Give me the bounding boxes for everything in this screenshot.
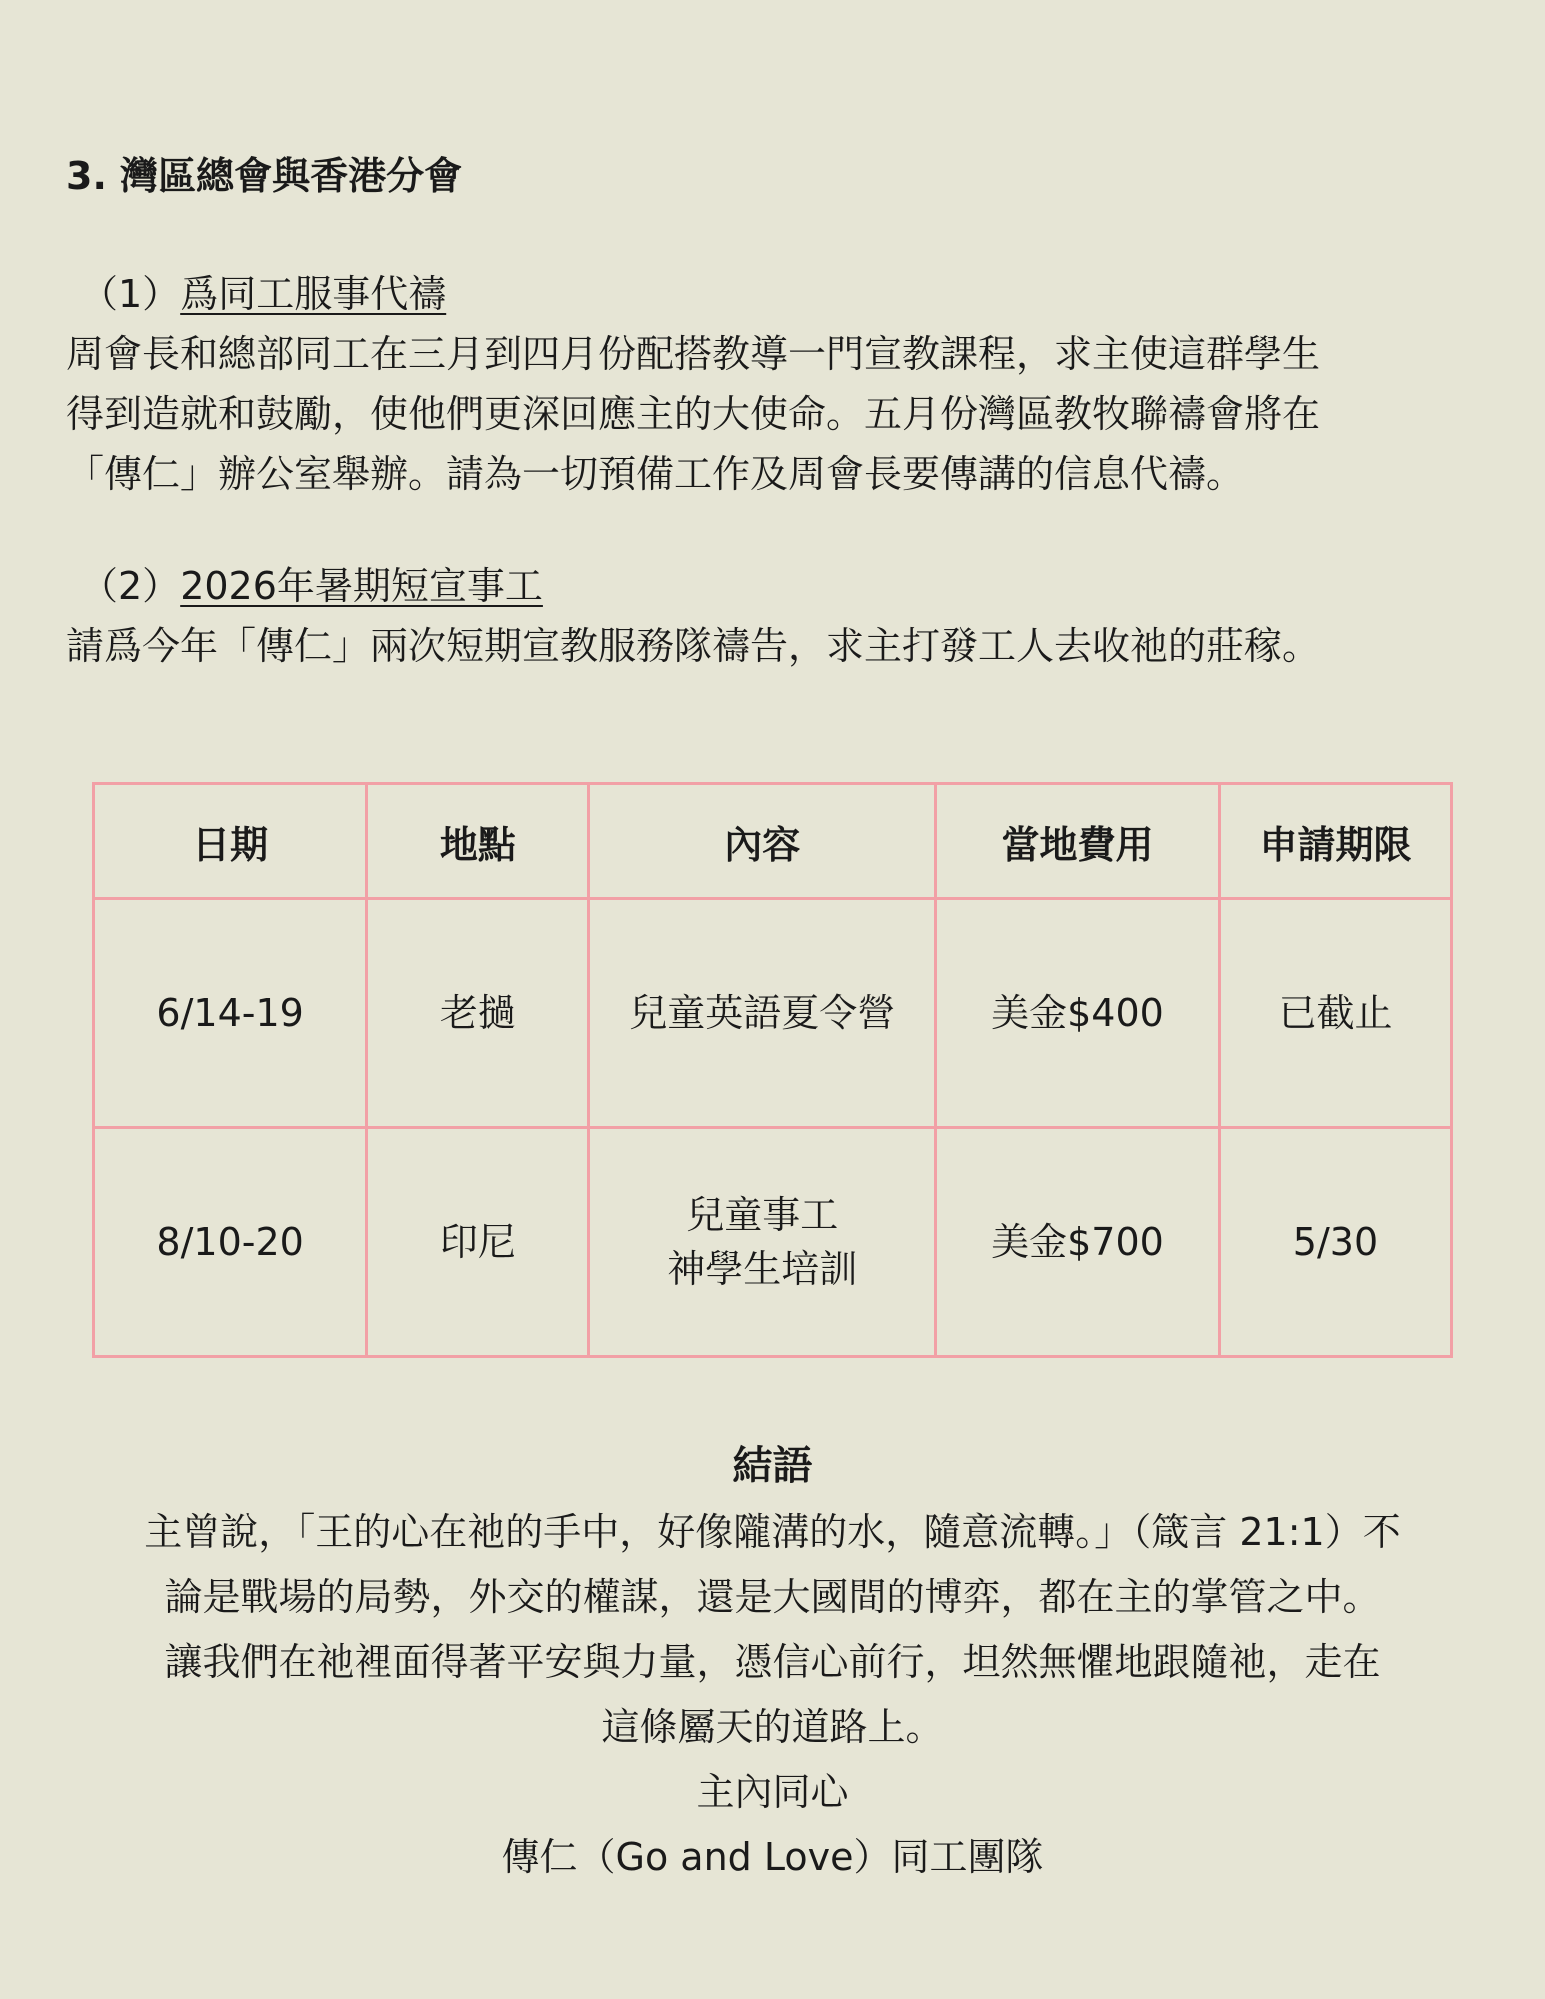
item2-heading xyxy=(80,560,543,612)
closing-line: 讓我們在祂裡面得著平安與力量，憑信心前行，坦然無懼地跟隨祂，走在 xyxy=(164,1640,1381,1684)
cell-deadline: 已截止 xyxy=(1219,899,1451,1128)
cell-date: 8/10-20 xyxy=(94,1128,367,1357)
item1-paragraph xyxy=(66,324,1486,504)
header-place: 地點 xyxy=(367,784,589,899)
cell-content-line: 兒童事工 xyxy=(686,1193,839,1237)
header-cost: 當地費用 xyxy=(936,784,1220,899)
cell-cost: 美金$700 xyxy=(936,1128,1220,1357)
cell-content xyxy=(589,899,936,1128)
cell-date: 6/14-19 xyxy=(94,899,367,1128)
cell-place: 印尼 xyxy=(367,1128,589,1357)
closing-line: 主曾說，「王的心在祂的手中，好像隴溝的水，隨意流轉。」（箴言 21:1）不 xyxy=(144,1510,1401,1554)
cell-content-line: 兒童英語夏令營 xyxy=(629,991,896,1035)
item2-title: 2026年暑期短宣事工 xyxy=(180,564,543,608)
table-header-row xyxy=(94,784,1452,899)
item1-line: 「傳仁」辦公室舉辦。請為一切預備工作及周會長要傳講的信息代禱。 xyxy=(66,452,1245,496)
cell-content-line: 神學生培訓 xyxy=(667,1247,858,1291)
table-row xyxy=(94,1128,1452,1357)
item1-heading xyxy=(80,268,446,320)
item2-line: 請爲今年「傳仁」兩次短期宣教服務隊禱告，求主打發工人去收祂的莊稼。 xyxy=(66,624,1321,668)
closing-line: 論是戰場的局勢，外交的權謀，還是大國間的博弈，都在主的掌管之中。 xyxy=(164,1575,1381,1619)
mission-schedule-table xyxy=(92,782,1453,1358)
header-date: 日期 xyxy=(94,784,367,899)
closing-line: 這條屬天的道路上。 xyxy=(601,1705,944,1749)
item2-number: （2） xyxy=(80,564,181,608)
cell-place: 老撾 xyxy=(367,899,589,1128)
table-row xyxy=(94,899,1452,1128)
header-deadline: 申請期限 xyxy=(1219,784,1451,899)
item1-line: 得到造就和鼓勵，使他們更深回應主的大使命。五月份灣區教牧聯禱會將在 xyxy=(66,392,1321,436)
closing-heading: 結語 xyxy=(732,1443,813,1489)
cell-content xyxy=(589,1128,936,1357)
closing-signoff: 主內同心 xyxy=(696,1770,849,1814)
cell-deadline: 5/30 xyxy=(1219,1128,1451,1357)
item1-line: 周會長和總部同工在三月到四月份配搭教導一門宣教課程，求主使這群學生 xyxy=(66,332,1321,376)
cell-cost: 美金$400 xyxy=(936,899,1220,1128)
item1-title: 爲同工服事代禱 xyxy=(180,272,447,316)
closing-signature: 傳仁（Go and Love）同工團隊 xyxy=(501,1835,1044,1879)
item1-number: （1） xyxy=(80,272,181,316)
item2-paragraph xyxy=(66,616,1486,676)
closing-paragraph xyxy=(40,1500,1505,1890)
section-title: 3. 灣區總會與香港分會 xyxy=(66,154,463,198)
header-content: 內容 xyxy=(589,784,936,899)
